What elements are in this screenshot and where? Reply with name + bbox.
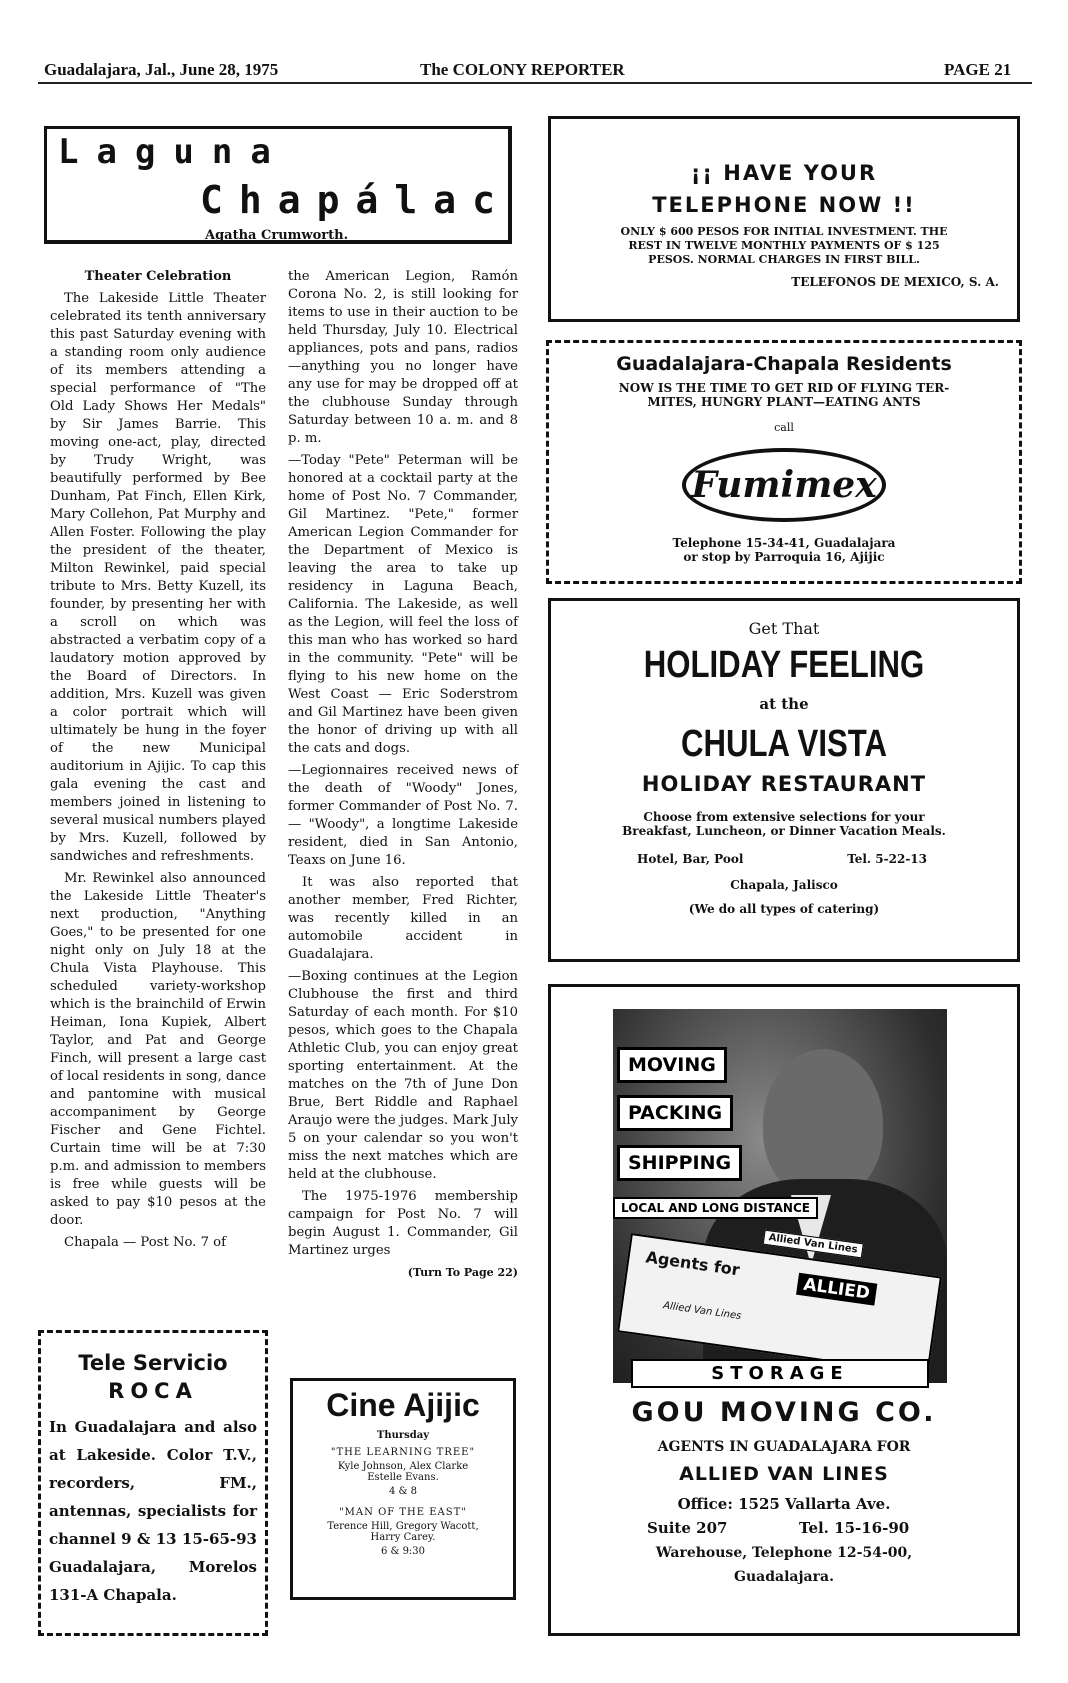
cine-film-2: "MAN OF THE EAST" — [339, 1507, 467, 1518]
cine-cast-2a: Terence Hill, Gregory Wacott, — [327, 1521, 479, 1532]
gou-tel: Tel. 15-16-90 — [799, 1519, 910, 1537]
gou-city: Guadalajara. — [734, 1569, 834, 1585]
fumimex-headline: Guadalajara-Chapala Residents — [616, 353, 952, 375]
truck-label-side: Allied Van Lines — [662, 1300, 742, 1323]
cine-film-1: "THE LEARNING TREE" — [330, 1447, 476, 1458]
gou-name: GOU MOVING CO. — [631, 1397, 937, 1428]
chula-line-3: at the — [759, 695, 809, 713]
header-paper-name: The COLONY REPORTER — [420, 60, 625, 79]
chula-line-1: Get That — [748, 619, 820, 638]
man-head-shape — [763, 1049, 883, 1199]
tag-packing: PACKING — [617, 1095, 733, 1131]
column-title-line1: Laguna — [58, 132, 289, 172]
fumimex-logo-text: Fumimex — [691, 464, 877, 506]
gou-suite: Suite 207 — [647, 1519, 728, 1537]
telephone-line-1: ONLY $ 600 PESOS FOR INITIAL INVESTMENT. THE — [620, 225, 948, 238]
fumimex-line-2: MITES, HUNGRY PLANT—EATING ANTS — [647, 395, 921, 409]
fumimex-line-1: NOW IS THE TIME TO GET RID OF FLYING TER- — [618, 381, 950, 395]
cine-cast-2b: Harry Carey. — [370, 1532, 436, 1543]
truck-label-top: Allied Van Lines — [763, 1230, 864, 1259]
gou-line-2: ALLIED VAN LINES — [679, 1463, 889, 1485]
chula-line-7: Breakfast, Luncheon, or Dinner Vacation Meals. — [622, 824, 946, 838]
gou-photo — [613, 1009, 947, 1383]
gou-line-1: AGENTS IN GUADALAJARA FOR — [657, 1439, 911, 1455]
tag-distance: LOCAL AND LONG DISTANCE — [613, 1197, 818, 1219]
chula-line-5: HOLIDAY RESTAURANT — [641, 772, 927, 796]
cine-cast-1a: Kyle Johnson, Alex Clarke — [337, 1461, 469, 1472]
fumimex-tel-2: or stop by Parroquia 16, Ajijic — [683, 550, 885, 564]
telephone-signature: TELEFONOS DE MEXICO, S. A. — [791, 275, 999, 289]
fumimex-call: call — [774, 421, 794, 434]
article-column-2 — [288, 268, 518, 1282]
telephone-line-3: PESOS. NORMAL CHARGES IN FIRST BILL. — [648, 253, 920, 266]
fumimex-tel-1: Telephone 15-34-41, Guadalajara — [672, 536, 896, 550]
cine-day: Thursday — [376, 1430, 430, 1441]
fumimex-logo — [682, 448, 886, 522]
tag-shipping: SHIPPING — [617, 1145, 742, 1181]
chula-city: Chapala, Jalisco — [730, 878, 838, 892]
article-column-1 — [50, 268, 266, 1256]
column-byline: Agatha Crumworth. — [205, 228, 349, 243]
article-paragraph: It was also reported that another member, Fred Richter, was recently killed in an automobile accident in Guadalajara. — [288, 875, 518, 962]
tele-name: ROCA — [108, 1379, 198, 1403]
chula-amenities: Hotel, Bar, Pool — [637, 852, 744, 866]
fumimex-ad — [546, 340, 1022, 584]
tag-storage: STORAGE — [631, 1359, 929, 1388]
chula-line-4: CHULA VISTA — [681, 723, 887, 765]
chula-info-row — [551, 852, 1017, 866]
article-paragraph: —Boxing continues at the Legion Clubhouse the first and third Saturday of each month. For $10 pesos, which goes to the Chapala Athletic Club, you can enjoy great sporting entertainment. At the matches on the 7th of June Don Brue, Bert Riddle and Raphael Araujo were the judges. Mark July 5 on your calendar so you won't miss the next matches which are held at the clubhouse. — [288, 969, 518, 1182]
header-page-number: PAGE 21 — [944, 60, 1012, 79]
telephone-ad — [548, 116, 1020, 322]
chula-vista-ad — [548, 598, 1020, 962]
turn-to-page: (Turn To Page 22) — [407, 1266, 518, 1279]
cine-times-1: 4 & 8 — [389, 1486, 417, 1497]
telephone-headline-1: ¡¡ HAVE YOUR — [690, 161, 878, 185]
article-paragraph: The Lakeside Little Theater celebrated its tenth anniversary this past Saturday evening with a standing room only audience of its members attending a special performance of "The Old Lady Shows Her Medals" by Sir James Barrie. This moving one-act, play, directed by Trudy Wright, was beautifully performed by Bee Dunham, Pat Finch, Ellen Kirk, Mary Collehon, Pat Murphy and Allen Foster. Following the play the president of the theater, Milton Rewinkel, paid special tribute to Mrs. Betty Kuzell, its founder, by presenting her with a scroll on which was abstracted a verbatim copy of a laudatory motion approved by the Board of Directors. In addition, Mrs. Kuzell was given a color portrait which will ultimately be hung in the foyer of the new Municipal auditorium in Ajijic. To cap this gala evening the cast and members joined in listening to several musical numbers played by Mrs. Kuzell, followed by sandwiches and refreshments. — [50, 291, 266, 864]
gou-office: Office: 1525 Vallarta Ave. — [677, 1495, 891, 1513]
truck-allied: ALLIED — [796, 1273, 877, 1306]
cine-ajijic-ad — [290, 1378, 516, 1600]
tag-moving: MOVING — [617, 1047, 727, 1083]
tele-body: In Guadalajara and also at Lakeside. Color T.V., recorders, FM., antennas, specialists for channel 9 & 13 15-65-93 Guadalajara, Morelos 131-A Chapala. — [49, 1418, 257, 1604]
chula-line-2: HOLIDAY FEELING — [643, 644, 925, 686]
telephone-line-2: REST IN TWELVE MONTHLY PAYMENTS OF $ 125 — [628, 239, 940, 252]
article-paragraph: —Today "Pete" Peterman will be honored at a cocktail party at the home of Post No. 7 Commander, Gil Martinez. "Pete," former American Legion Commander for the Department of Mexico is leaving the area to take up residency in Laguna Beach, California. The Lakeside, as well as the Legion, will feel the loss of this man who has worked so hard in the community. "Pete" will be flying to his new home on the West Coast — Eric Soderstrom and Gil Martinez have been given the honor of driving up with all the cats and dogs. — [288, 453, 518, 756]
cine-title: Cine Ajijic — [326, 1387, 480, 1423]
chula-line-6: Choose from extensive selections for your — [643, 810, 925, 824]
telephone-headline-2: TELEPHONE NOW !! — [652, 193, 916, 217]
chula-tel: Tel. 5-22-13 — [847, 852, 927, 866]
article-paragraph: The 1975-1976 membership campaign for Post No. 7 will begin August 1. Commander, Gil Martinez urges — [288, 1189, 518, 1258]
chula-catering: (We do all types of catering) — [688, 902, 880, 916]
header-date: Guadalajara, Jal., June 28, 1975 — [44, 60, 279, 79]
gou-moving-ad — [548, 984, 1020, 1636]
tele-servicio-ad — [38, 1330, 268, 1636]
cine-cast-1b: Estelle Evans. — [367, 1472, 439, 1483]
tele-title: Tele Servicio — [78, 1351, 228, 1375]
article-paragraph: —Legionnaires received news of the death of "Woody" Jones, former Commander of Post No. 7. — "Woody", a longtime Lakeside resident, died in San Antonio, Teaxs on June 16. — [288, 763, 518, 868]
cine-times-2: 6 & 9:30 — [380, 1546, 426, 1557]
header-rule — [38, 82, 1032, 84]
truck-agents-for: Agents for — [644, 1247, 741, 1280]
article-subhead: Theater Celebration — [84, 269, 232, 284]
column-title-line2: Chapálac — [200, 178, 512, 222]
article-paragraph: the American Legion, Ramón Corona No. 2, is still looking for items to use in their auction to be held Thursday, July 10. Electrical appliances, pots and pans, radios—anything you no longer have any use for may be dropped off at the clubhouse Sunday through Saturday between 10 a. m. and 8 p. m. — [288, 269, 518, 446]
gou-warehouse: Warehouse, Telephone 12-54-00, — [655, 1545, 913, 1561]
article-paragraph: Mr. Rewinkel also announced the Lakeside Little Theater's next production, "Anything Goes," to be presented for one night only on July 18 at the Chula Vista Playhouse. This scheduled variety-workshop which is the brainchild of Erwin Heiman, Iona Kupiek, Albert Taylor, and Pat and George Finch, will present a large cast of local residents in song, dance and pantomine with musical accompaniment by George Fischer and Gene Fichtel. Curtain time will be at 7:30 p.m. and admission to members is free while guests will be asked to pay $10 pesos at the door. — [50, 871, 266, 1228]
article-paragraph: Chapala — Post No. 7 of — [64, 1235, 226, 1250]
